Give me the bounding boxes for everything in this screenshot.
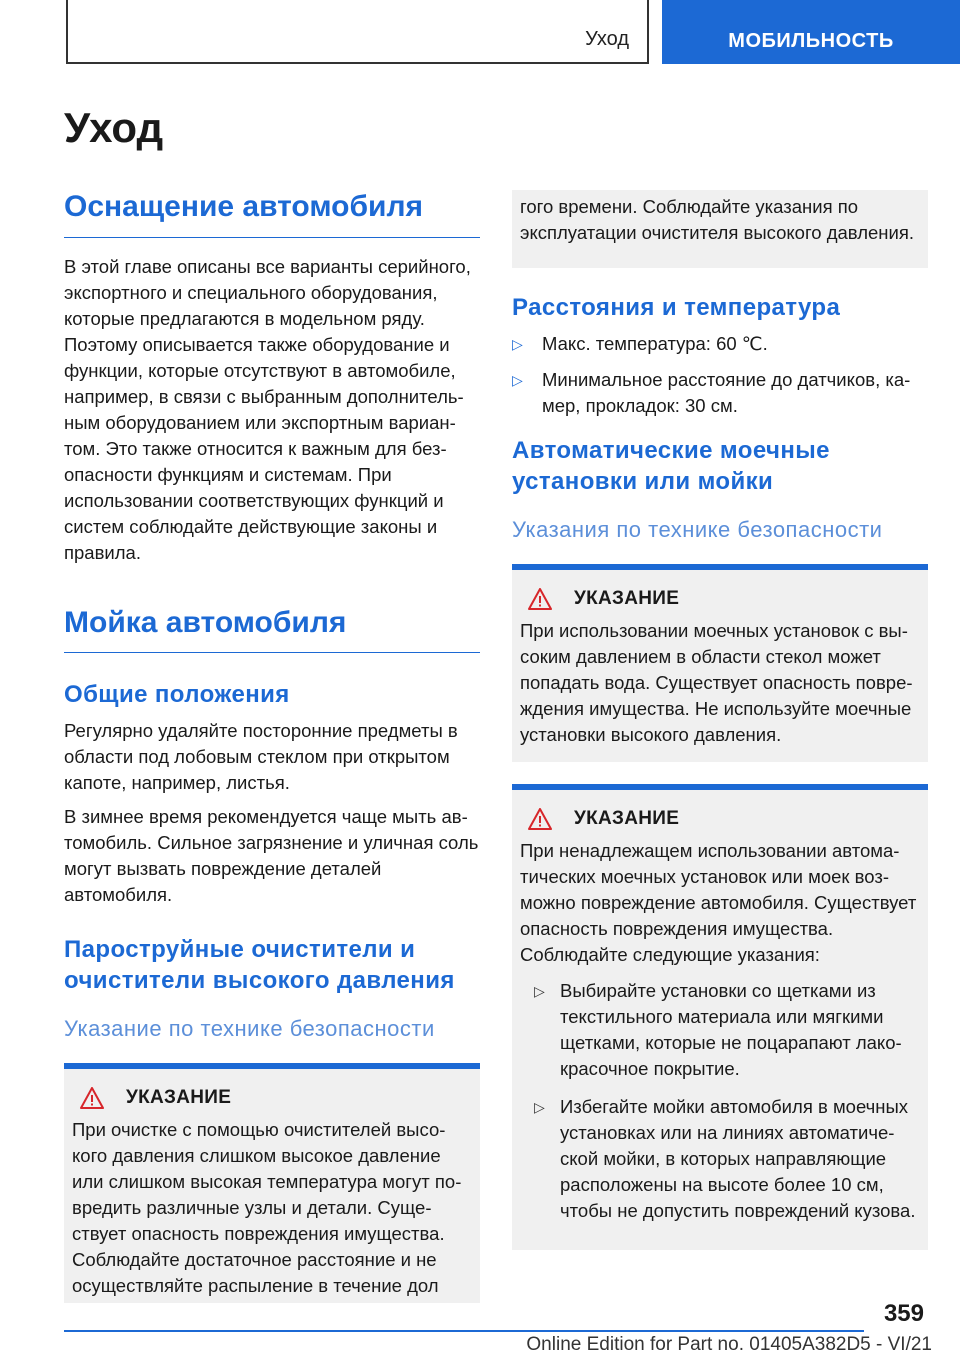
heading-safety-notes: Указания по технике безопасности bbox=[512, 516, 883, 542]
warning-box-high-pressure bbox=[512, 564, 928, 762]
warning-box-pressure bbox=[64, 1063, 480, 1303]
heading-auto-wash: Автоматические моечные установки или мойки bbox=[512, 437, 830, 496]
distances-list bbox=[512, 331, 928, 419]
left-column bbox=[64, 190, 480, 1303]
warning-triangle-icon bbox=[528, 808, 552, 830]
warning-text: При ненадлежащем использовании автоматических моечных установок или моек возможно повреждение автомобиля. Существует опасность повреждения имущества. Соблюдайте следующие указания: bbox=[520, 840, 917, 966]
warning-text: При использовании моечных установок с высоким давлением в области стекол может попадать вода. Существует опасность повреждения имущества. Не используйте моечные установки высокого давления. bbox=[520, 620, 913, 746]
triangle-right-icon: ▷ bbox=[512, 336, 523, 353]
list-item: ▷ Минимальное расстояние до датчиков, камер, прокладок: 30 см. bbox=[512, 369, 911, 417]
list-item: ▷ Макс. температура: 60 ℃. bbox=[512, 331, 928, 357]
warning-title-label: УКАЗАНИЕ bbox=[126, 1087, 232, 1109]
warning-box-continued bbox=[512, 190, 928, 268]
list-item: ▷ Избегайте мойки автомобиля в моечных установках или на линиях автоматической мойки, в которых направляющие расположены на высоте более 10 см, чтобы не допустить повреждений кузова. bbox=[534, 1096, 916, 1222]
warning-triangle-icon bbox=[528, 588, 552, 610]
heading-steam-cleaners: Пароструйные очистители и очистители высокого давления bbox=[64, 936, 455, 995]
warning-box-auto-wash bbox=[512, 784, 928, 1250]
equipment-text: В этой главе описаны все варианты серийного, экспортного и специального оборудования, которые предлагаются в модельном ряду. Поэтому описывается также оборудование и функции, которые отсутствуют в автомобиле, например, в связи с выбранным дополнительным оборудованием или экспортным вариантом. Это также относится к важным для безопасности функциям и системам. При использовании соответствующих функций и систем соблюдайте действующие законы и правила. bbox=[64, 255, 471, 563]
right-column bbox=[512, 190, 928, 1250]
general-text-1: Регулярно удаляйте посторонние предметы в области под лобовым стеклом при открытом капоте, например, листья. bbox=[64, 720, 458, 794]
page-number: 359 bbox=[883, 1300, 924, 1327]
heading-equipment: Оснащение автомобиля bbox=[64, 190, 480, 238]
general-text-2: В зимнее время рекомендуется чаще мыть автомобиль. Сильное загрязнение и уличная соль могут вызвать повреждение деталей автомобиля. bbox=[64, 806, 479, 906]
warning-text: При очистке с помощью очистителей высокого давления слишком высокое давление или слишком высокая температура могут повредить различные узлы и детали. Существует опасность повреждения имущества. Соблюдайте достаточное расстояние и не осуществляйте распыление в течение дол bbox=[72, 1119, 462, 1297]
heading-distances: Расстояния и температура bbox=[512, 294, 841, 321]
header-chapter-label: МОБИЛЬНОСТЬ bbox=[728, 29, 894, 52]
header-section-label: Уход bbox=[585, 28, 629, 50]
heading-washing: Мойка автомобиля bbox=[64, 606, 480, 654]
page-title: Уход bbox=[64, 104, 164, 151]
warning-title bbox=[72, 1087, 470, 1109]
warning-title-label: УКАЗАНИЕ bbox=[574, 588, 680, 610]
triangle-right-icon: ▷ bbox=[534, 983, 545, 1000]
warning-continued-text: гого времени. Соблюдайте указания по эксплуатации очистителя высокого давления. bbox=[520, 196, 915, 243]
footer-edition: Online Edition for Part no. 01405A382D5 - VI/21 bbox=[526, 1334, 932, 1355]
heading-safety-note: Указание по технике безопасности bbox=[64, 1015, 435, 1041]
header-section-box bbox=[66, 0, 649, 64]
list-item: ▷ Выбирайте установки со щетками из текстильного материала или мягкими щетками, которые не поцарапают лакокрасочное покрытие. bbox=[534, 980, 902, 1080]
heading-general: Общие положения bbox=[64, 681, 290, 708]
warning-list bbox=[520, 978, 918, 1224]
footer-divider bbox=[64, 1330, 864, 1332]
warning-title bbox=[520, 588, 918, 610]
header-chapter-tab[interactable] bbox=[662, 0, 960, 64]
warning-triangle-icon bbox=[80, 1087, 104, 1109]
warning-title-label: УКАЗАНИЕ bbox=[574, 808, 680, 830]
triangle-right-icon: ▷ bbox=[512, 372, 523, 389]
triangle-right-icon: ▷ bbox=[534, 1099, 545, 1116]
warning-title bbox=[520, 808, 918, 830]
